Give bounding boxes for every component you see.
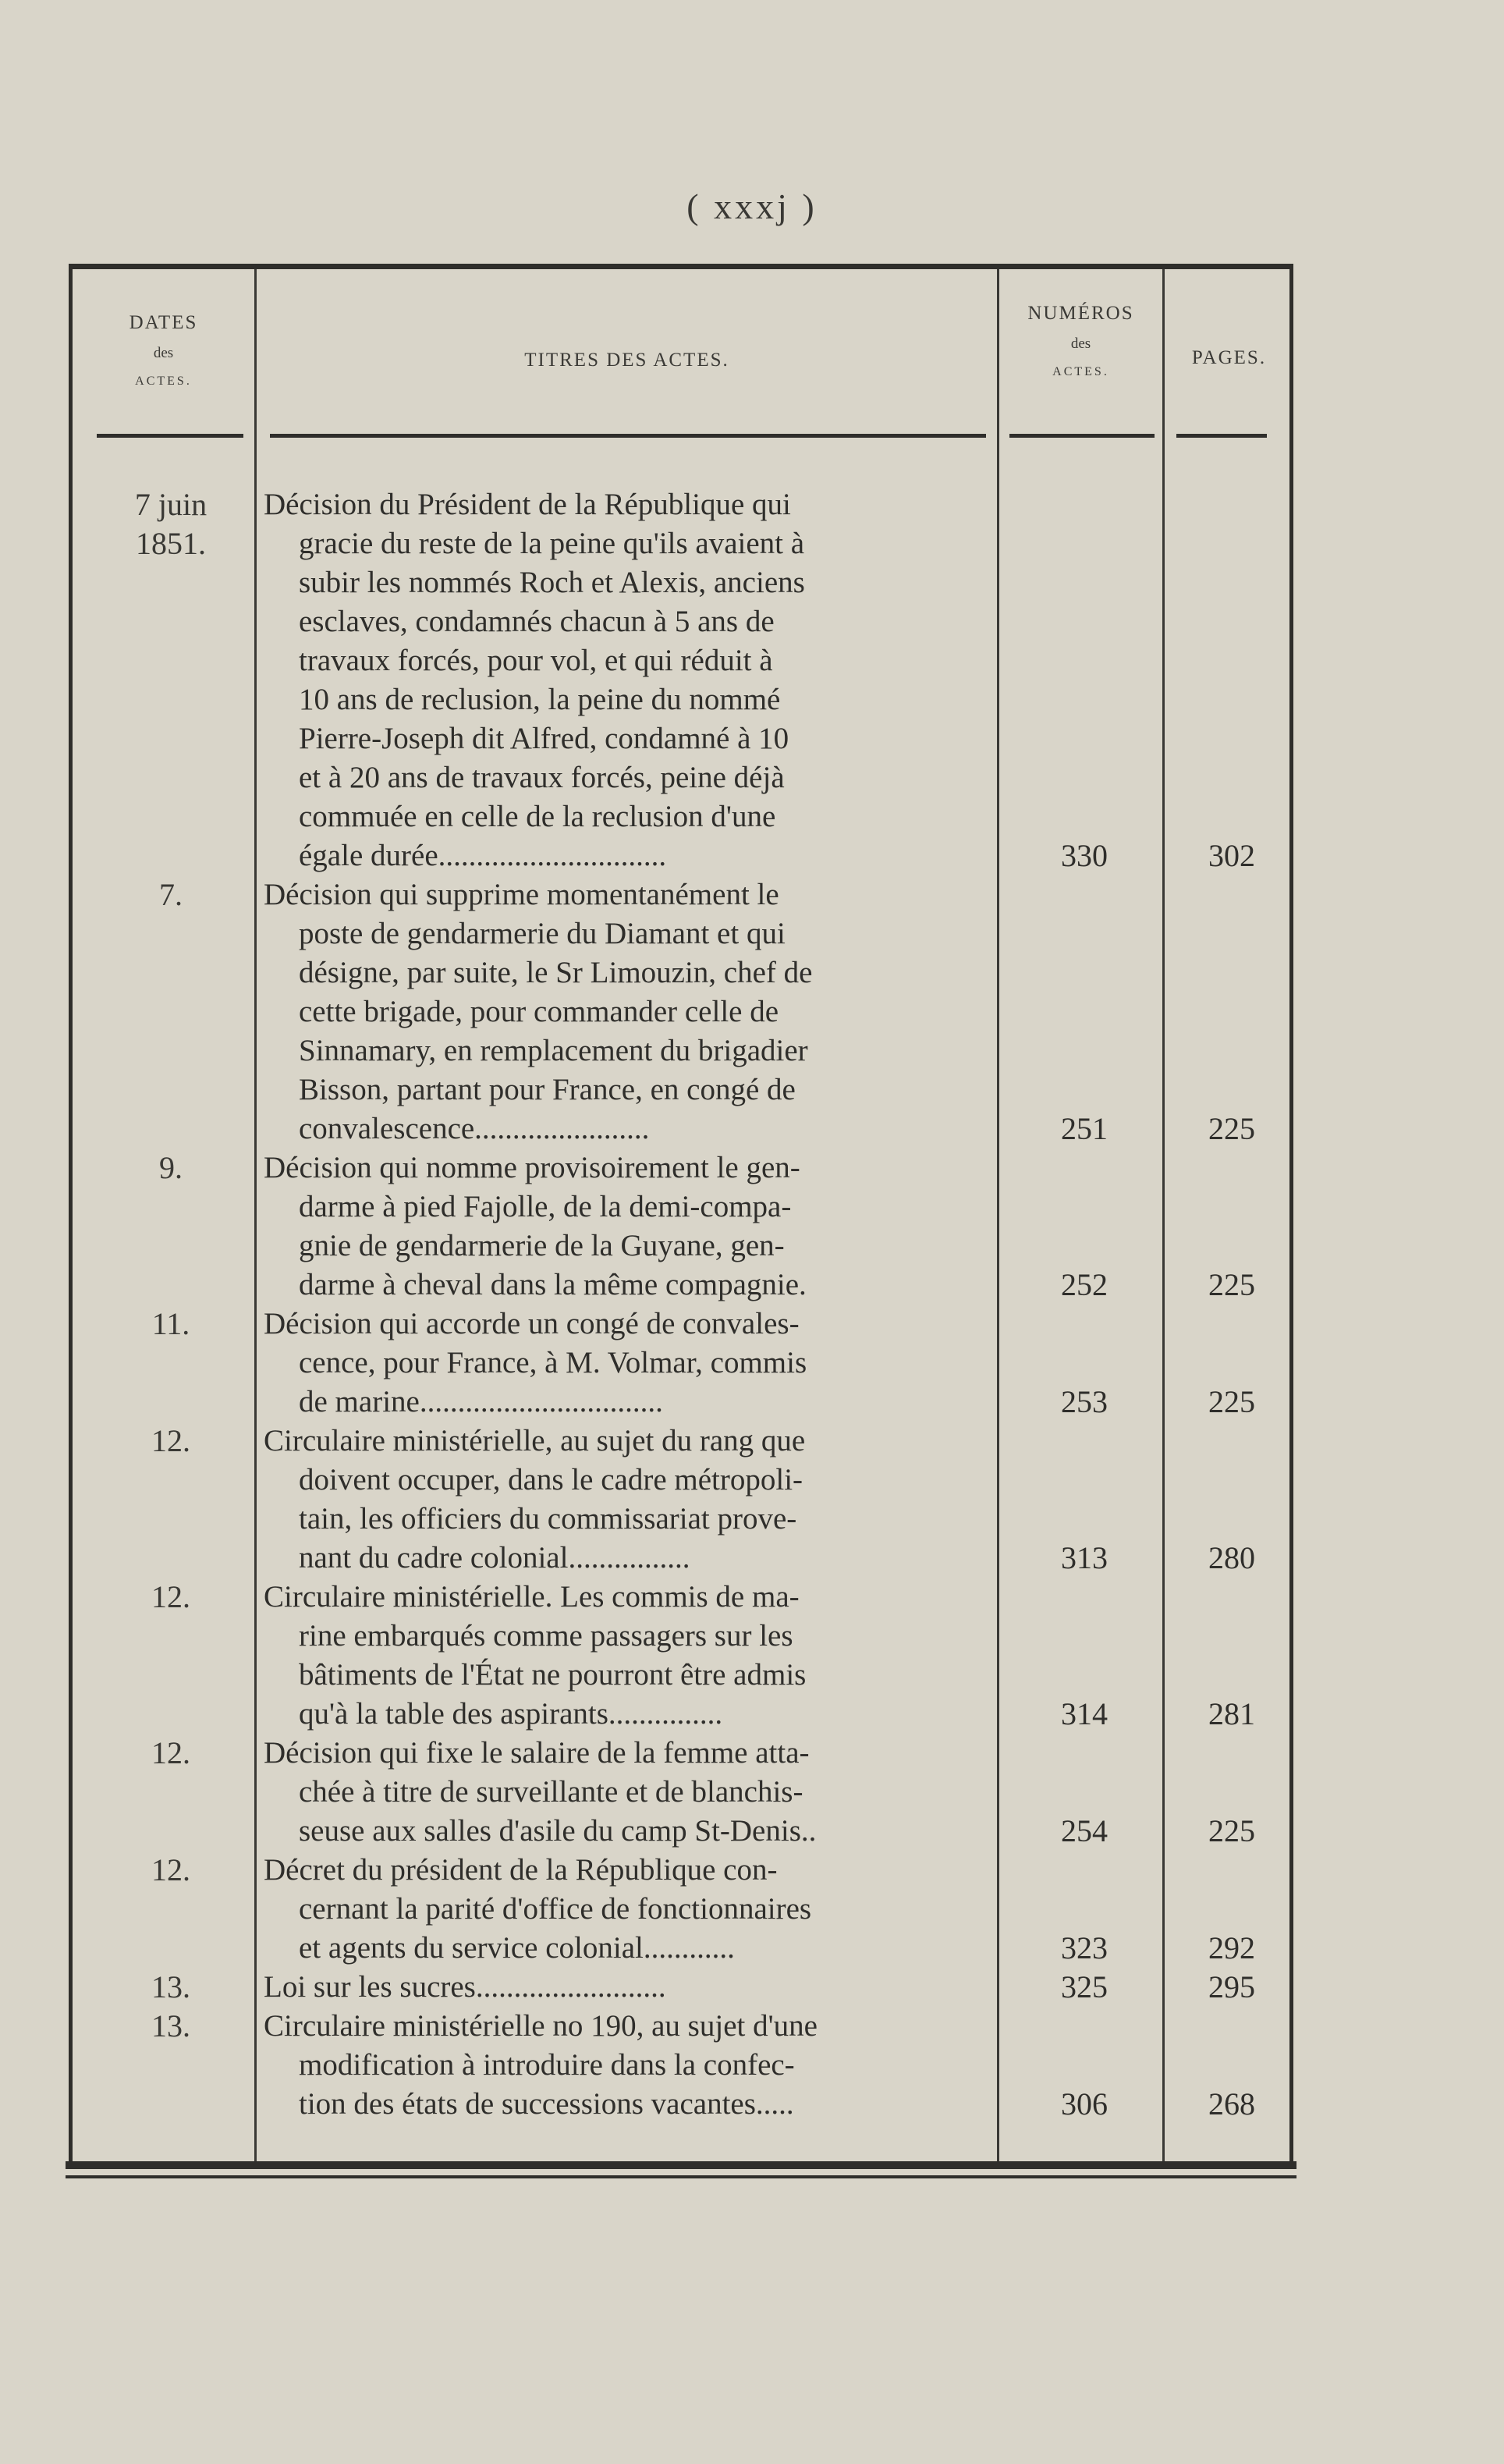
entry-title-line: et à 20 ans de travaux forcés, peine déjà (299, 761, 785, 794)
entry-page: 292 (1208, 1930, 1255, 1965)
entry-date-line: 12. (151, 1423, 190, 1458)
entry-title (264, 875, 989, 1149)
entry-title-line: de marine................................ (299, 1385, 663, 1418)
entry-title-line: cette brigade, pour commander celle de (299, 995, 779, 1028)
entry-numero: 313 (1061, 1540, 1108, 1575)
entry-numero: 325 (1061, 1969, 1108, 2004)
entry-page: 268 (1208, 2086, 1255, 2121)
entry-numero: 323 (1061, 1930, 1108, 1965)
entry-title-line: nant du cadre colonial................ (299, 1541, 690, 1575)
entry-date (101, 1305, 240, 1344)
entry-date-line: 7. (159, 877, 183, 912)
entry-date (101, 1851, 240, 1890)
entry-date (101, 1149, 240, 1188)
entry-title-line: Pierre-Joseph dit Alfred, condamné à 10 (299, 722, 789, 755)
header-dates-line2: des (153, 345, 174, 361)
entry-title-line: gracie du reste de la peine qu'ils avaient à (299, 527, 805, 560)
entry-title-line: convalescence....................... (299, 1112, 650, 1145)
header-pages-label: PAGES. (1191, 347, 1267, 368)
entry-title-line: Circulaire ministérielle. Les commis de ma- (264, 1580, 800, 1614)
header-dates (73, 312, 254, 389)
header-titres-label: TITRES DES ACTES. (524, 350, 729, 371)
entry-title-line: commuée en celle de la reclusion d'une (299, 800, 776, 833)
header-rule-dates (97, 434, 243, 438)
entry-page: 225 (1208, 1111, 1255, 1146)
entry-date-line: 13. (151, 1969, 190, 2004)
entry-title-line: poste de gendarmerie du Diamant et qui (299, 917, 786, 950)
entry-title-line: rine embarqués comme passagers sur les (299, 1619, 793, 1653)
entry-numero: 314 (1061, 1696, 1108, 1731)
header-numeros-line1: NUMÉROS (1027, 303, 1134, 324)
entry-title-line: Décision qui accorde un congé de convales- (264, 1307, 800, 1340)
header-rule-titres (270, 434, 986, 438)
header-numeros (999, 303, 1162, 379)
entry-title-line: 10 ans de reclusion, la peine du nommé (299, 683, 781, 716)
entry-title-line: Décision qui nomme provisoirement le gen- (264, 1151, 800, 1184)
entry-title-line: Bisson, partant pour France, en congé de (299, 1073, 796, 1106)
entry-title-line: Décision qui fixe le salaire de la femme atta- (264, 1736, 810, 1770)
entry-title-line: modification à introduire dans la confec- (299, 2048, 795, 2082)
entry-title-line: Décision du Président de la République qui (264, 488, 791, 521)
entry-title (264, 485, 989, 875)
column-divider-titres (997, 269, 999, 2161)
entry-title (264, 1968, 989, 2007)
entry-title-line: Circulaire ministérielle no 190, au sujet d'une (264, 2009, 818, 2043)
entry-title-line: Décret du président de la République con- (264, 1853, 778, 1887)
entry-title-line: esclaves, condamnés chacun à 5 ans de (299, 605, 775, 638)
entry-date (101, 875, 240, 914)
entry-date (101, 1578, 240, 1617)
entry-title-line: cence, pour France, à M. Volmar, commis (299, 1346, 807, 1379)
entry-title-line: Sinnamary, en remplacement du brigadier (299, 1034, 808, 1067)
entry-title-line: tain, les officiers du commissariat prove- (299, 1502, 797, 1536)
entry-date-line: 9. (159, 1150, 183, 1185)
entry-numero: 254 (1061, 1813, 1108, 1848)
entry-date (101, 485, 240, 563)
entry-page: 225 (1208, 1267, 1255, 1302)
entry-title-line: qu'à la table des aspirants............... (299, 1697, 723, 1731)
entry-title-line: désigne, par suite, le Sr Limouzin, chef de (299, 956, 813, 989)
column-divider-dates (254, 269, 257, 2161)
entry-date-line: 12. (151, 1735, 190, 1770)
header-numeros-line2: des (1070, 336, 1091, 352)
entry-title-line: doivent occuper, dans le cadre métropoli- (299, 1463, 803, 1497)
entry-title-line: et agents du service colonial............ (299, 1931, 735, 1965)
entry-title-line: gnie de gendarmerie de la Guyane, gen- (299, 1229, 785, 1262)
entry-page: 295 (1208, 1969, 1255, 2004)
entry-date (101, 1734, 240, 1773)
entry-title (264, 1734, 989, 1851)
entry-title-line: darme à cheval dans la même compagnie. (299, 1268, 807, 1301)
table-bottom-rule (66, 2161, 1296, 2169)
header-dates-line3: ACTES. (135, 375, 192, 388)
entry-title (264, 1851, 989, 1968)
entry-title (264, 1305, 989, 1422)
entry-page: 302 (1208, 838, 1255, 873)
entry-title (264, 1422, 989, 1578)
entry-numero: 306 (1061, 2086, 1108, 2121)
entry-date-line: 7 juin (134, 487, 208, 522)
entry-title (264, 1578, 989, 1734)
header-pages (1165, 347, 1293, 369)
table-bottom-rule-thin (66, 2175, 1296, 2178)
entry-date-line: 13. (151, 2008, 190, 2043)
entry-date-line: 11. (151, 1306, 190, 1341)
entry-title-line: chée à titre de surveillante et de blanchis- (299, 1775, 803, 1809)
header-rule-numeros (1009, 434, 1155, 438)
entry-title-line: Loi sur les sucres......................... (264, 1970, 666, 2004)
entry-title-line: cernant la parité d'office de fonctionnaires (299, 1892, 812, 1926)
entry-title (264, 2007, 989, 2124)
header-titres (257, 350, 997, 371)
entry-date (101, 1422, 240, 1461)
entry-title-line: travaux forcés, pour vol, et qui réduit à (299, 644, 773, 677)
entry-page: 281 (1208, 1696, 1255, 1731)
entry-numero: 252 (1061, 1267, 1108, 1302)
entry-date-line: 12. (151, 1579, 190, 1614)
entry-numero: 251 (1061, 1111, 1108, 1146)
entry-page: 225 (1208, 1384, 1255, 1419)
entry-title-line: Circulaire ministérielle, au sujet du rang que (264, 1424, 806, 1457)
entry-title-line: seuse aux salles d'asile du camp St-Denis.. (299, 1814, 817, 1848)
entry-title-line: Décision qui supprime momentanément le (264, 878, 779, 911)
entry-title-line: égale durée.............................. (299, 839, 667, 872)
entry-date-line: 12. (151, 1852, 190, 1887)
entry-title-line: tion des états de successions vacantes..... (299, 2087, 794, 2121)
header-numeros-line3: ACTES. (1052, 365, 1109, 378)
header-rule-pages (1176, 434, 1267, 438)
entry-date (101, 1968, 240, 2007)
header-dates-line1: DATES (129, 312, 198, 333)
page-number: ( xxxj ) (686, 186, 818, 226)
entry-date-line: 1851. (136, 526, 206, 561)
entry-numero: 330 (1061, 838, 1108, 873)
entry-title (264, 1149, 989, 1305)
column-divider-numeros (1162, 269, 1165, 2161)
entry-numero: 253 (1061, 1384, 1108, 1419)
entry-date (101, 2007, 240, 2046)
entry-title-line: darme à pied Fajolle, de la demi-compa- (299, 1190, 792, 1223)
entry-page: 225 (1208, 1813, 1255, 1848)
entry-title-line: subir les nommés Roch et Alexis, anciens (299, 566, 805, 599)
entry-page: 280 (1208, 1540, 1255, 1575)
entry-title-line: bâtiments de l'État ne pourront être admis (299, 1658, 807, 1692)
